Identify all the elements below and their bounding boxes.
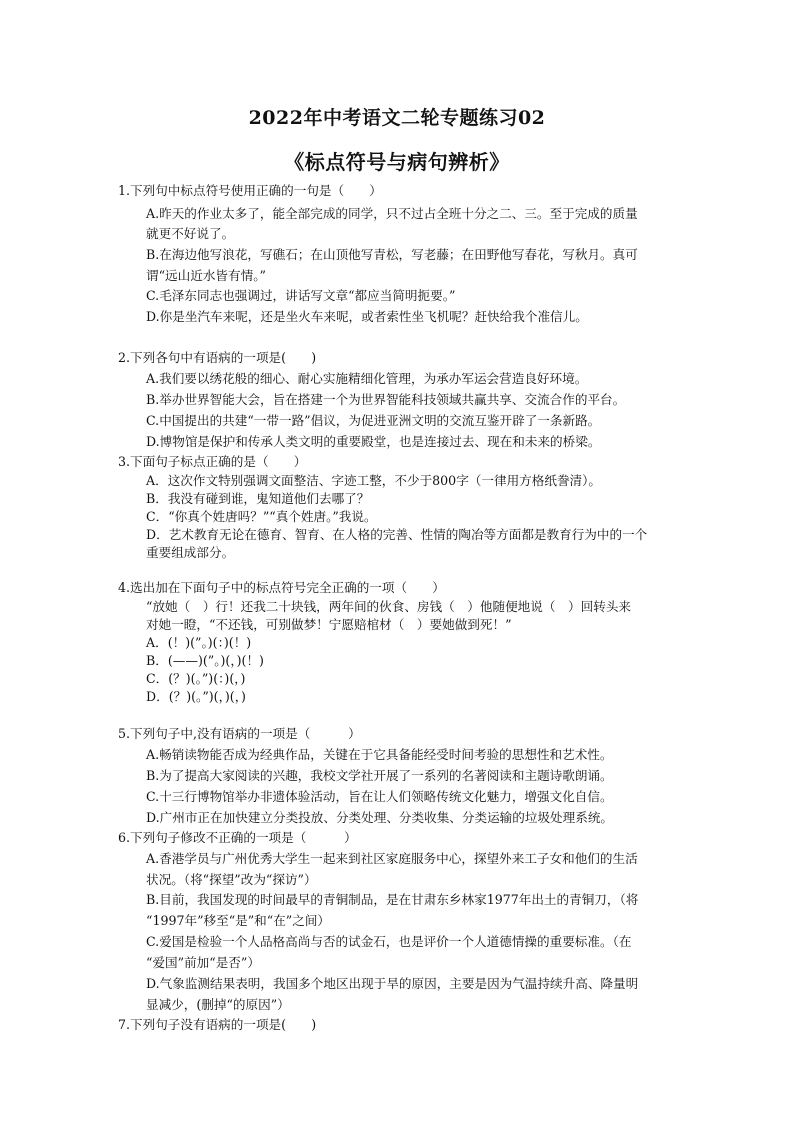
question-3-option-c: C．“你真个姓唐吗？”“真个姓唐。”我说。 xyxy=(146,509,377,524)
question-4-option-b: B．(——)(”。)(，)(！) xyxy=(146,653,264,668)
question-2-stem: 2.下列各句中有语病的一项是( ) xyxy=(118,350,317,365)
question-6-option-c: C.爱国是检验一个人品格高尚与否的试金石，也是评价一个人道德情操的重要标准。（在 xyxy=(146,934,632,949)
question-2-option-b: B.举办世界智能大会，旨在搭建一个为世界智能科技领域共赢共享、交流合作的平台。 xyxy=(146,392,626,407)
question-5-option-d: D.广州市正在加快建立分类投放、分类处理、分类收集、分类运输的垃圾处理系统。 xyxy=(146,810,614,825)
question-1-option-a-cont: 就更不好说了。 xyxy=(146,226,235,241)
question-6-option-c-cont: “爱国”前加“是否”） xyxy=(146,955,260,970)
question-2-option-a: A.我们要以绣花般的细心、耐心实施精细化管理，为承办军运会营造良好环境。 xyxy=(146,371,588,386)
question-6-option-a: A.香港学员与广州优秀大学生一起来到社区家庭服务中心，探望外来工子女和他们的生活 xyxy=(146,851,638,866)
question-4-option-c: C．(？)(。”)(：)(，) xyxy=(146,671,246,686)
question-6-option-b: B.目前，我国发现的时间最早的青铜制品，是在甘肃东乡林家1977年出土的青铜刀，（将 xyxy=(146,892,639,907)
question-6-option-b-cont: “1997年”移至“是”和“在”之间） xyxy=(146,913,331,928)
question-4-option-d: D．(？)(。”)(，)(，) xyxy=(146,689,246,704)
question-5-stem: 5.下列句子中,没有语病的一项是（ ） xyxy=(118,726,361,741)
page-title: 2022年中考语文二轮专题练习02 xyxy=(248,107,546,129)
question-1-option-d: D.你是坐汽车来呢，还是坐火车来呢，或者索性坐飞机呢？赶快给我个准信儿。 xyxy=(146,309,588,324)
question-1-option-b-cont: 谓“远山近水皆有情。” xyxy=(146,268,266,283)
question-5-option-c: C.十三行博物馆举办非遗体验活动，旨在让人们领略传统文化魅力，增强文化自信。 xyxy=(146,789,613,804)
question-1-option-b: B.在海边他写浪花，写礁石；在山顶他写青松，写老藤；在田野他写春花，写秋月。真可 xyxy=(146,247,638,262)
question-3-option-b: B．我没有碰到谁，鬼知道他们去哪了？ xyxy=(146,491,370,506)
question-7-stem: 7.下列句子没有语病的一项是( ) xyxy=(118,1017,317,1032)
question-4-option-a: A．(！)(”。)(：)(！) xyxy=(146,635,252,650)
question-5-option-b: B.为了提高大家阅读的兴趣，我校文学社开展了一系列的名著阅读和主题诗歌朗诵。 xyxy=(146,768,613,783)
question-6-option-a-cont: 状况。（将“探望”改为“探访”） xyxy=(146,872,317,887)
question-6-option-d-cont: 显减少，(删掉“的原因”） xyxy=(146,997,290,1012)
question-4-passage-cont: 对她一瞪，“不还钱，可别做梦！宁愿赔棺材（ ）要她做到死！” xyxy=(146,617,512,632)
question-2-option-d: D.博物馆是保护和传承人类文明的重要殿堂，也是连接过去、现在和未来的桥梁。 xyxy=(146,434,601,449)
question-3-option-d-cont: 重要组成部分。 xyxy=(146,545,235,560)
question-3-option-a: A．这次作文特别强调文面整洁、字迹工整，不少于800字（一律用方格纸誊清）。 xyxy=(146,473,602,488)
question-2-option-c: C.中国提出的共建“一带一路”倡议，为促进亚洲文明的交流互鉴开辟了一条新路。 xyxy=(146,413,601,428)
question-5-option-a: A.畅销读物能否成为经典作品，关键在于它具备能经受时间考验的思想性和艺术性。 xyxy=(146,747,613,762)
question-3-option-d: D．艺术教育无论在德育、智育、在人格的完善、性情的陶冶等方面都是教育行为中的一个 xyxy=(146,527,648,542)
question-4-stem: 4.选出加在下面句子中的标点符号完全正确的一项（ ） xyxy=(118,580,445,595)
question-3-stem: 3.下面句子标点正确的是（ ） xyxy=(118,454,307,469)
question-1-option-a: A.昨天的作业太多了，能全部完成的同学，只不过占全班十分之二、三。至于完成的质量 xyxy=(146,206,638,221)
question-4-passage: “放她（ ）行！还我二十块钱，两年间的伙食、房钱（ ）他随便地说（ ）回转头来 xyxy=(146,599,632,614)
question-1-option-c: C.毛泽东同志也强调过，讲话写文章“都应当简明扼要。” xyxy=(146,288,456,303)
question-6-stem: 6.下列句子修改不正确的一项是（ ） xyxy=(118,830,357,845)
page-subtitle: 《标点符号与病句辨析》 xyxy=(284,150,510,174)
question-6-option-d: D.气象监测结果表明，我国多个地区出现于旱的原因，主要是因为气温持续升高、降量明 xyxy=(146,976,639,991)
question-1-stem: 1.下列句中标点符号使用正确的一句是（ ） xyxy=(118,183,382,198)
